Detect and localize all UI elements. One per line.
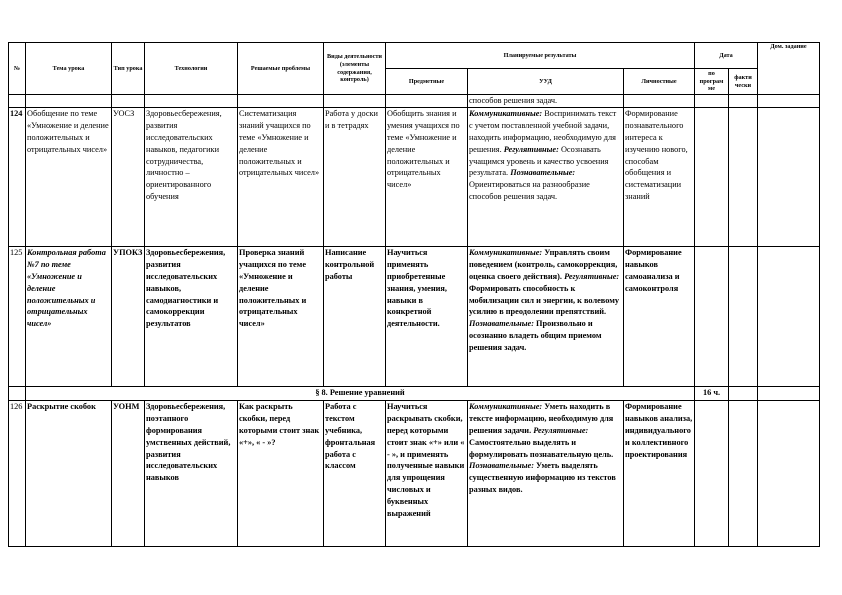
date-actual-header: факти чески	[729, 69, 758, 95]
uud-regulative-label: Регулятивные:	[503, 144, 559, 154]
lesson-activities: Работа с текстом учебника, фронтальная работа с классом	[324, 400, 386, 546]
lesson-topic: Раскрытие скобок	[26, 400, 112, 546]
lesson-problems: Как раскрыть скобки, перед которыми стоит знак «+», « - »?	[238, 400, 324, 546]
uud-communicative-label: Коммуникативные:	[469, 401, 543, 411]
lesson-problems: Систематизация знаний учащихся по теме «Умножение и деление положительных и отрицательных чисел»	[238, 107, 324, 246]
lesson-technologies: Здоровьесбережения, развития исследовательских навыков, педагогики сотрудничества, личностно – ориентированного обучения	[145, 107, 238, 246]
uud-communicative-text: Управлять своим поведением (контроль, самокоррекция, оценка своего действия).	[469, 247, 618, 281]
lesson-personal-results: Формирование познавательного интереса к изучению нового, способам обобщения и систематизации знаний	[624, 107, 695, 246]
lesson-uud	[468, 400, 624, 546]
lesson-personal-results: Формирование навыков самоанализа и самоконтроля	[624, 246, 695, 386]
lesson-subject-results: Обобщить знания и умения учащихся по теме «Умножение и деление положительных и отрицательных чисел»	[386, 107, 468, 246]
lesson-technologies: Здоровьесбережения, развития исследовательских навыков, самодиагностики и самокоррекции результатов	[145, 246, 238, 386]
lesson-topic: Обобщение по теме «Умножение и деление положительных и отрицательных чисел»	[26, 107, 112, 246]
col-tech-header: Технологии	[145, 43, 238, 95]
planned-results-header: Планируемые результаты	[386, 43, 695, 69]
uud-communicative-text: Воспринимать текст с учетом поставленной учебной задачи, находить информацию, необходимую для решения.	[469, 108, 617, 154]
lesson-row-125	[9, 246, 820, 386]
lesson-problems: Проверка знаний учащихся по теме «Умножение и деление положительных и отрицательных чисел»	[238, 246, 324, 386]
lesson-subject-results: Научиться раскрывать скобки, перед которыми стоит знак «+» или « - », и применять полученные навыки для упрощения числовых и буквенных выражений	[386, 400, 468, 546]
uud-communicative-text: Уметь находить в тексте информацию, необходимую для решения задачи.	[469, 401, 614, 435]
lesson-number: 126	[9, 400, 26, 546]
uud-cognitive-text: Ориентироваться на разнообразие способов решения задач.	[469, 180, 590, 202]
uud-cognitive-text: Уметь выделять существенную информацию из текстов разных видов.	[469, 461, 616, 495]
lesson-subject-results: Научиться применять приобретенные знания, умения, навыки в конкретной деятельности.	[386, 246, 468, 386]
uud-regulative-label: Регулятивные:	[564, 271, 620, 281]
col-num-header: №	[9, 43, 26, 95]
uud-communicative-label: Коммуникативные:	[469, 108, 543, 118]
date-program-header: по програм ме	[695, 69, 729, 95]
cont-uud-cell: способов решения задач.	[468, 95, 624, 108]
lesson-activities: Написание контрольной работы	[324, 246, 386, 386]
section-hours: 16 ч.	[695, 386, 729, 400]
col-problems-header: Решаемые проблемы	[238, 43, 324, 95]
lesson-personal-results: Формирование навыков анализа, индивидуального и коллективного проектирования	[624, 400, 695, 546]
uud-cognitive-label: Познавательные:	[469, 461, 534, 471]
date-header: Дата	[695, 43, 758, 69]
col-type-header: Тип урока	[112, 43, 145, 95]
lesson-number: 125	[9, 246, 26, 386]
uud-cognitive-label: Познавательные:	[469, 319, 534, 329]
header-row-1	[9, 43, 820, 69]
lesson-topic: Контрольная работа №7 по теме «Умножение и деление положительных и отрицательных чисел»	[26, 246, 112, 386]
section-row	[9, 386, 820, 400]
lesson-type: УПОКЗ	[112, 246, 145, 386]
continuation-row	[9, 95, 820, 108]
uud-regulative-label: Регулятивные:	[533, 425, 589, 435]
lesson-technologies: Здоровьесбережения, поэтапного формирования умственных действий, развития исследовательских навыков	[145, 400, 238, 546]
homework-header: Дом. задание	[758, 43, 820, 95]
col-topic-header: Тема урока	[26, 43, 112, 95]
lesson-activities: Работа у доски и в тетрадях	[324, 107, 386, 246]
uud-header: УУД	[468, 69, 624, 95]
uud-cognitive-label: Познавательные:	[510, 168, 576, 178]
lesson-type: УОНМ	[112, 400, 145, 546]
uud-regulative-text: Осознавать учащимся уровень и качество усвоения результата.	[469, 144, 609, 178]
lesson-type: УОСЗ	[112, 107, 145, 246]
uud-regulative-text: Формировать способность к мобилизации сил и энергии, к волевому усилию в преодолении препятствий.	[469, 283, 620, 317]
uud-communicative-label: Коммуникативные:	[469, 247, 543, 257]
lesson-row-126	[9, 400, 820, 546]
subject-results-header: Предметные	[386, 69, 468, 95]
lesson-row-124	[9, 107, 820, 246]
section-title: § 8. Решение уравнений	[26, 386, 695, 400]
uud-cognitive-text: Произвольно и осознанно владеть общим приемом решения задач.	[469, 319, 602, 353]
uud-regulative-text: Самостоятельно выделять и формулировать познавательную цель.	[469, 437, 614, 459]
lesson-uud	[468, 246, 624, 386]
personal-results-header: Личностные	[624, 69, 695, 95]
col-activities-header: Виды деятельности (элементы содержания, контроль)	[324, 43, 386, 95]
lesson-uud	[468, 107, 624, 246]
lesson-number: 124	[9, 107, 26, 246]
lesson-plan-table	[8, 42, 820, 547]
